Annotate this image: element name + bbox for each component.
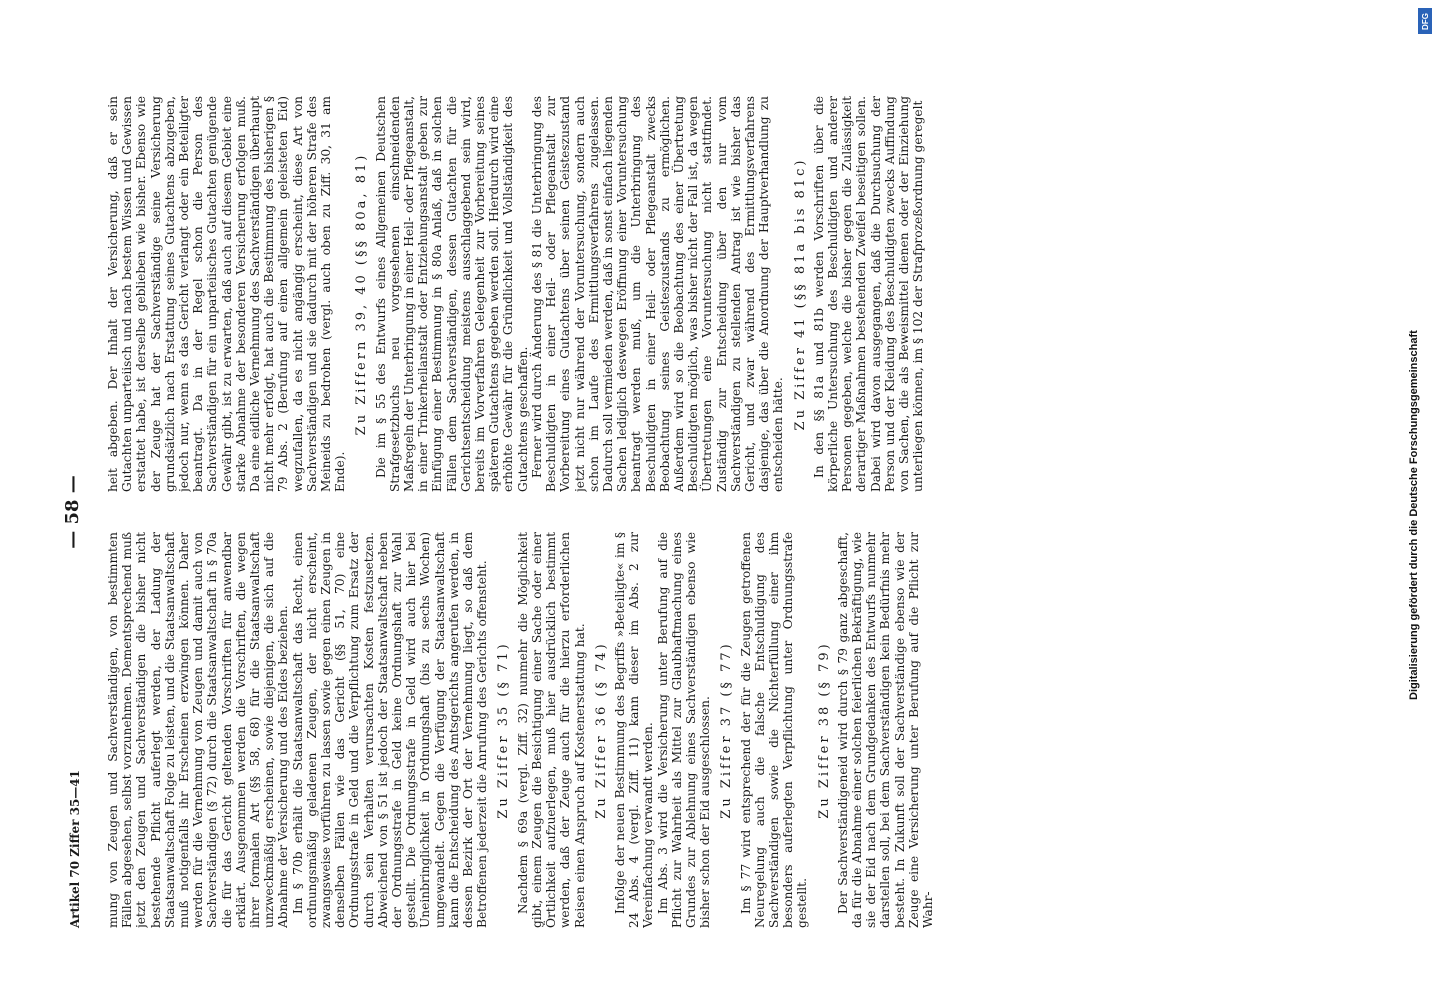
scanned-page bbox=[62, 96, 1372, 928]
section-heading: Zu Ziffer 37 (§ 77) bbox=[719, 641, 735, 819]
paragraph: heit abgeben. Der Inhalt der Versicherung, daß er sein Gutachten unparteiisch und nach bestem Wissen und Gewissen erstattet habe, ist derselbe geblieben wie bisher. Ebenso wie der Zeuge hat der Sachverständige seine Versicherung grundsätzlich nach Erstattung seines Gutachtens abzugeben, jedoch nur, wenn es das Gericht verlangt oder ein Beteiligter beantragt. Da in der Regel schon die Person des Sachverständigen für ein unparteiisches Gutachten genügende Gewähr gibt, ist zu erwarten, daß auch auf diesem Gebiet eine starke Abnahme der besonderen Versicherung erfolgen muß. Da eine eidliche Vernehmung des Sachverständigen überhaupt nicht mehr erfolgt, hat auch die Bestimmung des bisherigen § 79 Abs. 2 (Berufung auf einen allgemein geleisteten Eid) wegzufallen, da es nicht angängig erscheint, diese Art von Sachverständigen und sie dadurch mit der höheren Strafe des Meineids zu bedrohen (vergl. auch oben zu Ziff. 30, 31 am Ende). bbox=[106, 96, 348, 492]
dfg-logo: DFG bbox=[1418, 8, 1432, 34]
paragraph: Ferner wird durch Änderung des § 81 die Unterbringung des Beschuldigten in einer Heil- oder Pflegeanstalt zur Vorbereitung eines Gutachtens über seinen Geisteszustand jetzt nicht nur während der Voruntersuchung, sondern auch schon im Laufe des Ermittlungsverfahrens zugelassen. Dadurch soll vermieden werden, daß in sonst einfach liegenden Sachen lediglich deswegen Eröffnung einer Voruntersuchung beantragt werden muß, um die Unterbringung des Beschuldigten in einer Heil- oder Pflegeanstalt zwecks Beobachtung seines Geisteszustands zu ermöglichen. Außerdem wird so die Beobachtung des einer Übertretung Beschuldigten möglich, was bisher nicht der Fall ist, da wegen Übertretungen eine Voruntersuchung nicht stattfindet. Zuständig zur Entscheidung über den nur vom Sachverständigen zu stellenden Antrag ist wie bisher das Gericht, und zwar während des Ermittlungsverfahrens dasjenige, das über die Anordnung der Hauptverhandlung zu entscheiden hätte. bbox=[529, 96, 786, 492]
paragraph: Infolge der neuen Bestimmung des Begriffs »Beteiligte« im § 24 Abs. 4 (vergl. Ziff. 11) kann dieser im Abs. 2 zur Vereinfachung verwandt werden. bbox=[612, 532, 656, 928]
paragraph: Im § 77 wird entsprechend der für die Zeugen getroffenen Neuregelung auch die falsche Entschuldigung des Sachverständigen sowie die Nichterfüllung einer ihm besonders auferlegten Verpflichtung unter Ordnungsstrafe gestellt. bbox=[738, 532, 810, 928]
paragraph: Im Abs. 3 wird die Versicherung unter Berufung auf die Pflicht zur Wahrheit als Mittel zur Glaubhaftmachung eines Grundes zur Ablehnung eines Sachverständigen ebenso wie bisher schon der Eid ausgeschlossen. bbox=[655, 532, 713, 928]
paragraph: In den §§ 81a und 81b werden Vorschriften über die körperliche Untersuchung des Beschuldigten und anderer Personen gegeben, welche die bisher gegen die Zulässigkeit derartiger Maßnahmen bestehenden Zweifel beseitigen sollen. Dabei wird davon ausgegangen, daß die Durchsuchung der Person und der Kleidung des Beschuldigten zwecks Auffindung von Sachen, die als Beweismittel dienen oder der Einziehung unterliegen können, im § 102 der Strafprozeßordnung geregelt bbox=[811, 96, 926, 492]
right-column bbox=[106, 96, 1366, 492]
section-heading: Zu Ziffer 41 (§§ 81a bis 81c) bbox=[792, 157, 808, 431]
page-number: — 58 — bbox=[62, 475, 83, 549]
paragraph: Der Sachverständigeneid wird durch § 79 ganz abgeschafft, da für die Abnahme einer solchen feierlichen Bekräftigung, wie sie der Eid nach dem Grundgedanken des Entwurfs nunmehr darstellen soll, bei dem Sachverständigen kein Bedürfnis mehr besteht. In Zukunft soll der Sachverständige ebenso wie der Zeuge eine Versicherung unter Berufung auf die Pflicht zur Wahr- bbox=[835, 532, 935, 928]
section-heading: Zu Ziffer 38 (§ 79) bbox=[816, 641, 832, 819]
paragraph: Im § 70b erhält die Staatsanwaltschaft das Recht, einen ordnungsmäßig geladenen Zeugen, der nicht erscheint, zwangsweise vorführen zu lassen sowie gegen einen Zeugen in denselben Fällen wie das Gericht (§§ 51, 70) eine Ordnungsstrafe in Geld und die Verpflichtung zum Ersatz der durch sein Verhalten verursachten Kosten festzusetzen. Abweichend von § 51 ist jedoch der Staatsanwaltschaft neben der Ordnungsstrafe in Geld keine Ordnungshaft zur Wahl gestellt. Die Ordnungsstrafe in Geld wird auch hier bei Uneinbringlichkeit in Ordnungshaft (bis zu sechs Wochen) umgewandelt. Gegen die Verfügung der Staatsanwaltschaft kann die Entscheidung des Amtsgerichts angerufen werden, in dessen Bezirk der Ort der Vernehmung liegt, so daß dem Betroffenen jederzeit die Anrufung des Gerichts offensteht. bbox=[290, 532, 490, 928]
paragraph: Nachdem § 69a (vergl. Ziff. 32) nunmehr die Möglichkeit gibt, einem Zeugen die Besichtigung einer Sache oder einer Örtlichkeit aufzuerlegen, muß hier ausdrücklich bestimmt werden, daß der Zeuge auch für die hierzu erforderlichen Reisen einen Anspruch auf Kostenerstattung hat. bbox=[515, 532, 587, 928]
section-heading: Zu Ziffer 35 (§ 71) bbox=[496, 641, 512, 819]
section-heading: Zu Ziffer 36 (§ 74) bbox=[593, 641, 609, 819]
section-heading: Zu Ziffern 39, 40 (§§ 80a, 81) bbox=[354, 152, 370, 436]
left-column bbox=[106, 532, 1366, 928]
digitization-credit: Digitalisierung gefördert durch die Deutsche Forschungsgemeinschaft bbox=[1408, 330, 1420, 700]
running-title: Artikel 70 Ziffer 35—41 bbox=[68, 770, 82, 928]
page-header bbox=[62, 96, 98, 928]
paragraph: mung von Zeugen und Sachverständigen, von bestimmten Fällen abgesehen, selbst vorzunehmen. Dementsprechend muß jetzt den Zeugen und Sachverständigen die bisher nicht bestehende Pflicht auferlegt werden, der Ladung der Staatsanwaltschaft Folge zu leisten, und die Staatsanwaltschaft muß notigenfalls ihr Erscheinen erzwingen können. Daher werden für die Vernehmung von Zeugen und damit auch von Sachverständigen (§ 72) durch die Staatsanwaltschaft in § 70a die für das Gericht geltenden Vorschriften für anwendbar erklärt. Ausgenommen werden die Vorschriften, die wegen ihrer formalen Art (§§ 58, 68) für die Staatsanwaltschaft unzweckmäßig erscheinen, sowie diejenigen, die sich auf die Abnahme der Versicherung und des Eides beziehen. bbox=[106, 532, 291, 928]
paragraph: Die im § 55 des Entwurfs eines Allgemeinen Deutschen Strafgesetzbuchs neu vorgesehenen einschneidenden Maßregeln der Unterbringung in einer Heil- oder Pflegeanstalt, in einer Trinkerheilanstalt oder Entziehungsanstalt geben zur Einfügung einer Bestimmung in § 80a Anlaß, daß in solchen Fällen dem Sachverständigen, dessen Gutachten für die Gerichtsentscheidung meistens ausschlaggebend sein wird, bereits im Vorverfahren Gelegenheit zur Vorbereitung seines späteren Gutachtens gegeben werden soll. Hierdurch wird eine erhöhte Gewähr für die Gründlichkeit und Vollständigkeit des Gutachtens geschaffen. bbox=[373, 96, 530, 492]
